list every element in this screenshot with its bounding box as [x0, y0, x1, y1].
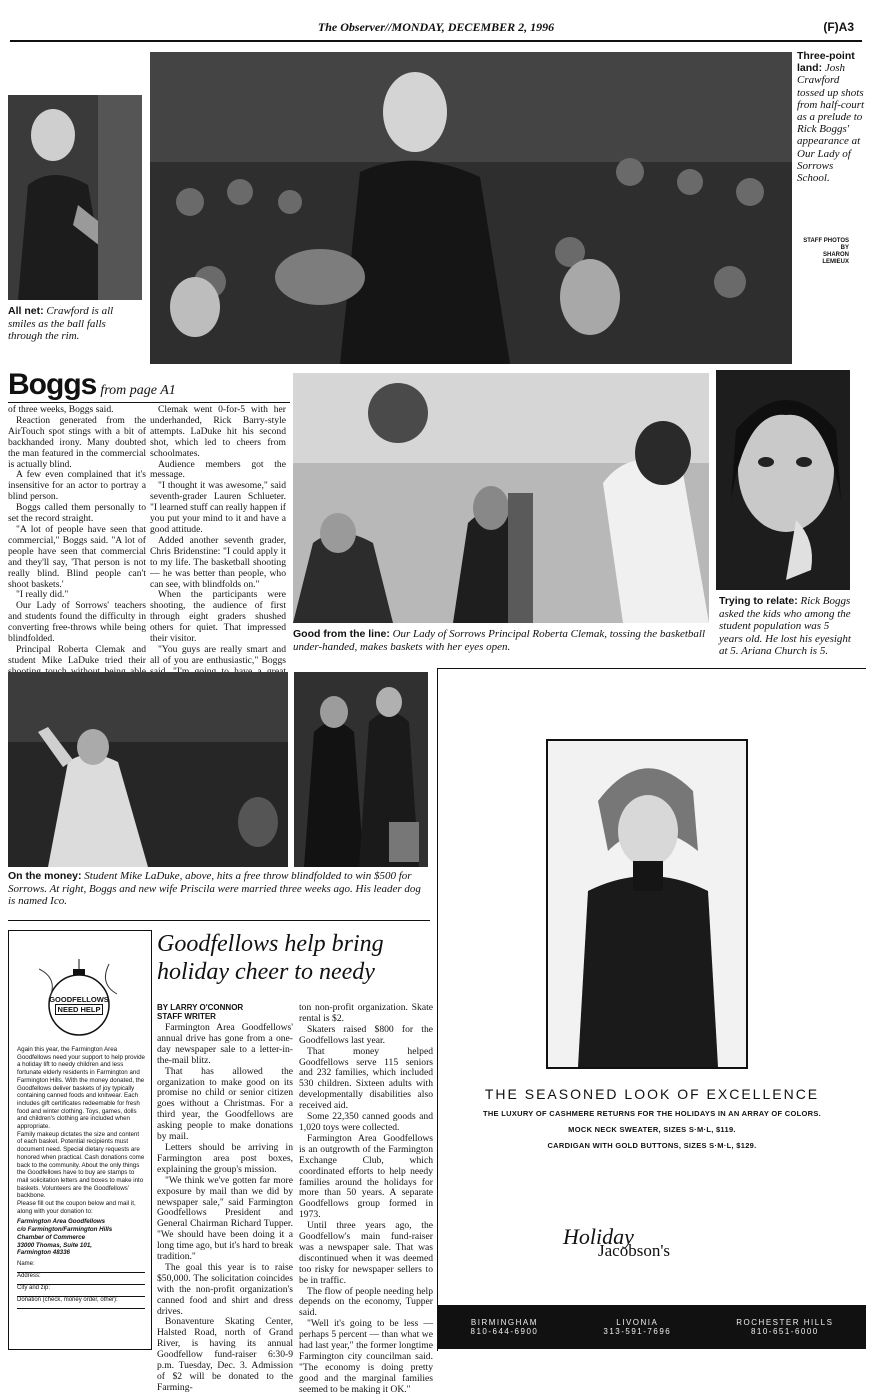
photo-crawford-shooting [150, 52, 792, 364]
coupon-address [17, 1218, 145, 1257]
coupon-body [17, 1046, 145, 1309]
ornament-line: GOODFELLOWS [49, 995, 109, 1004]
headline-line: Goodfellows help bring [157, 931, 384, 957]
ad-script: Holiday [563, 1224, 634, 1249]
paragraph: Clemak went 0-for-5 with her underhanded, Rick Barry-style attempts. LaDuke hit his second shot, which led to cheers from schoolmates. [150, 404, 286, 459]
paragraph: The flow of people needing help depends on the economy, Tupper said. [299, 1285, 433, 1319]
address-line: c/o Farmington/Farmington Hills [17, 1226, 113, 1234]
caption-text: Rick Boggs asked the kids who among the student population was 5 years old. He lost his eyesight at 5. Ariana Church is 5. [719, 595, 851, 657]
paragraph: of three weeks, Boggs said. [8, 404, 114, 415]
name-field[interactable]: Name: [17, 1261, 145, 1273]
paragraph: The goal this year is to raise $50,000. The solicitation coincides with the non-profit organization's canned food and shirt and dress drives. [157, 1261, 293, 1317]
caption-label: Trying to relate: [719, 595, 798, 607]
paragraph: "Well it's going to be less — perhaps 5 percent — than what we had last year," the former longtime Farmington city councilman said. "The economy is doing pretty good and the marginal families seemed to be making it OK." [299, 1318, 433, 1395]
paragraph: "We think we've gotten far more exposure by mail than we did by newspaper sale," said Farmington Goodfellows President and General Chairman Richard Tupper. "We should have been doing it a long time ago, but it's hard to break tradition." [157, 1174, 294, 1263]
paragraph: Until three years ago, the Goodfellow's main fund-raiser was a newspaper sale. That was discontinued when it was deemed too risky for newspaper sellers to be in traffic. [299, 1220, 433, 1286]
goodfellows-headline [157, 930, 437, 986]
photo-boggs-and-wife [294, 672, 428, 867]
store-locations-bar [438, 1305, 866, 1349]
paragraph: "I really did." [16, 589, 69, 601]
paragraph: Skaters raised $800 for the Goodfellows last year. [299, 1023, 433, 1046]
byline [157, 1003, 243, 1021]
ad-model-photo [546, 739, 748, 1069]
ornament-text [43, 995, 115, 1015]
donation-field[interactable]: Donation (check, money order, other): [17, 1297, 145, 1309]
photo-clemak-tossing [293, 373, 709, 623]
store-birmingham [471, 1318, 539, 1336]
store-city: ROCHESTER HILLS [736, 1318, 834, 1327]
page-number: (F)A3 [823, 20, 854, 34]
coupon-paragraph: Again this year, the Farmington Area Goodfellows need your support to help provide a holiday lift to needy children and less fortunate elderly residents in Farmington and Farmington Hills. With the money donated, the Goodfellows deliver baskets of joy typically containing canned foods and knitwear. Each includes gift certificates redeemable for fresh food and winter clothing. Toys, games, dolls and children's clothing are included when appropriate. [17, 1046, 145, 1131]
store-phone: 810-651-6000 [750, 1327, 819, 1336]
ad-headline: THE SEASONED LOOK OF EXCELLENCE [484, 1086, 820, 1102]
paragraph: Reaction generated from the AirTouch spot stings with a bit of backhanded irony. Many doubted the man featured in the commercial is actually blind. [8, 414, 146, 470]
city-zip-field[interactable]: City and zip: [17, 1285, 145, 1297]
byline-title: STAFF WRITER [157, 1012, 216, 1021]
jump-line: from page A1 [100, 383, 176, 398]
caption-text: Josh Crawford tossed up shots from half-court as a prelude to Rick Boggs' appearance at Our Lady of Sorrows School. [797, 62, 865, 185]
address-line: Farmington Area Goodfellows [17, 1218, 106, 1226]
headline-line: holiday cheer to needy [157, 959, 375, 985]
caption-trying-to-relate [719, 595, 853, 658]
paragraph: "A lot of people have seen that commercial," Boggs said. "A lot of people have seen that commercial and they'll say, 'That person is not really blind. Blind people can't shoot baskets.' [8, 523, 146, 590]
paragraph: Farmington Area Goodfellows is an outgrowth of the Farmington Exchange Club, which coordinated efforts to help needy families around the holidays for more than 50 years. A separate Goodfellows group formed in 1973. [299, 1132, 433, 1221]
boggs-headline: Boggs [8, 368, 97, 401]
store-city: LIVONIA [616, 1318, 659, 1327]
photo-credit [797, 238, 849, 266]
paragraph: "You guys are really smart and all of you are enthusiastic," Boggs [150, 643, 286, 666]
caption-label: Three-point land: [797, 50, 855, 75]
boggs-column-1 [8, 405, 146, 710]
coupon-paragraph: Family makeup dictates the size and content of each basket. Potential recipients must document need. Special dietary requests are honored when practical. Cash donations come back to the community. About the only things the Goodfellows have to buy are stamps to mail solicitation letters and boxes to make into baskets. Volunteers are the Goodfellows' backbone. [17, 1130, 145, 1200]
caption-text: Student Mike LaDuke, above, hits a free throw blindfolded to win $500 for Sorrows. At right, Boggs and new wife Priscila were married three weeks ago. His leader dog is named Ico. [8, 870, 421, 907]
caption-label: All net: [8, 305, 44, 317]
caption-text: Our Lady of Sorrows Principal Roberta Clemak, tossing the basketball under-handed, makes baskets with her eyes open. [293, 628, 706, 653]
caption-on-the-money [8, 870, 428, 908]
paragraph: Principal Roberta Clemak and student Mike LaDuke tried their [8, 643, 146, 666]
address-line: Farmington 48336 [17, 1249, 70, 1257]
store-city: BIRMINGHAM [470, 1318, 538, 1327]
paragraph: ton non-profit organization. Skate rental is $2. [299, 1002, 433, 1024]
boggs-headline-block [8, 368, 290, 403]
ad-line-1: THE LUXURY OF CASHMERE RETURNS FOR THE HOLIDAYS IN AN ARRAY OF COLORS. [482, 1109, 822, 1118]
jacobsons-ad [437, 668, 866, 1351]
paragraph: "I thought it was awesome," said seventh-grader Lauren Schlueter. "I learned stuff can really happen if you put your mind to it and have a good attitude. [150, 480, 286, 535]
credit-line: STAFF PHOTOS BY [803, 238, 849, 251]
paragraph: That money helped Goodfellows serve 115 seniors and 232 families, which included 530 children. Sixteen adults with developmentally disabilities also received aid. [299, 1045, 433, 1112]
paragraph: Audience members got the message. [150, 458, 286, 481]
goodfellows-coupon-box [8, 930, 152, 1350]
ornament-line: NEED HELP [55, 1004, 104, 1015]
paragraph: Bonaventure Skating Center, Halsted Road, north of Grand River, is having its annual Goodfellow fund-raiser 6:30-9 p.m. Tuesday, Dec. 3. Admission of $2 will be donated to the Farming- [157, 1316, 293, 1393]
store-phone: 313-591-7696 [603, 1327, 672, 1336]
caption-good-from-line [293, 628, 709, 653]
address-field[interactable]: Address: [17, 1273, 145, 1285]
address-line: Chamber of Commerce [17, 1233, 86, 1241]
paper-title: The Observer//MONDAY, DECEMBER 2, 1996 [317, 20, 555, 34]
caption-three-point [797, 50, 865, 184]
boggs-column-2 [150, 405, 286, 689]
credit-line: SHARON LEMIEUX [822, 252, 849, 265]
section-divider [8, 920, 430, 921]
byline-name: BY LARRY O'CONNOR [157, 1003, 244, 1012]
ad-line-2: MOCK NECK SWEATER, SIZES S·M·L, $119. [568, 1125, 736, 1134]
caption-text: Crawford is all smiles as the ball falls through the rim. [8, 305, 114, 342]
paragraph: Our Lady of Sorrows' teachers and students found the difficulty in converting free-throws while being blindfolded. [8, 600, 146, 645]
paragraph: Some 22,350 canned goods and 1,020 toys were collected. [299, 1111, 433, 1133]
ornament-graphic [39, 959, 119, 1039]
photo-ariana-church [716, 370, 850, 590]
caption-label: On the money: [8, 870, 82, 882]
paragraph: When the participants were shooting, the audience of first through eight graders shushed others for quiet. That impressed their visitor. [150, 589, 286, 645]
ad-brand: Jacobson's [598, 1241, 671, 1260]
photo-crawford-smiling [8, 95, 142, 300]
ad-line-3: CARDIGAN WITH GOLD BUTTONS, SIZES S·M·L, $129. [547, 1141, 757, 1150]
caption-all-net [8, 305, 142, 343]
paragraph: Boggs called them personally to set the record straight. [8, 502, 146, 525]
goodfellows-column-1 [157, 1023, 293, 1394]
store-rochester-hills [736, 1318, 833, 1336]
store-livonia [603, 1318, 671, 1336]
paragraph: Letters should be arriving in Farmington area post boxes, explaining the group's mission. [157, 1141, 293, 1175]
page-header [10, 18, 862, 42]
paragraph: That has allowed the organization to make good on its promise no child or senior citizen goes without a Christmas. For a third year, the Goodfellows are asking people to make donations by mail. [157, 1065, 293, 1143]
paragraph: A few even complained that it's insensitive for an actor to portray a blind person. [8, 469, 146, 503]
coupon-paragraph: Please fill out the coupon below and mail it, along with your donation to: [17, 1200, 136, 1215]
paragraph: Farmington Area Goodfellows' annual drive has gone from a one-day newspaper sale to a letter-in-the-mail blitz. [157, 1022, 293, 1066]
paragraph: Added another seventh grader, Chris Bridenstine: "I could apply it to my life. The basketball shooting — he was better than people, who can see, with blindfolds on." [150, 534, 286, 590]
goodfellows-column-2 [299, 1003, 433, 1396]
store-phone: 810-644-6900 [470, 1327, 539, 1336]
address-line: 33000 Thomas, Suite 101, [17, 1241, 92, 1249]
photo-laduke-free-throw [8, 672, 288, 867]
caption-label: Good from the line: [293, 628, 390, 640]
